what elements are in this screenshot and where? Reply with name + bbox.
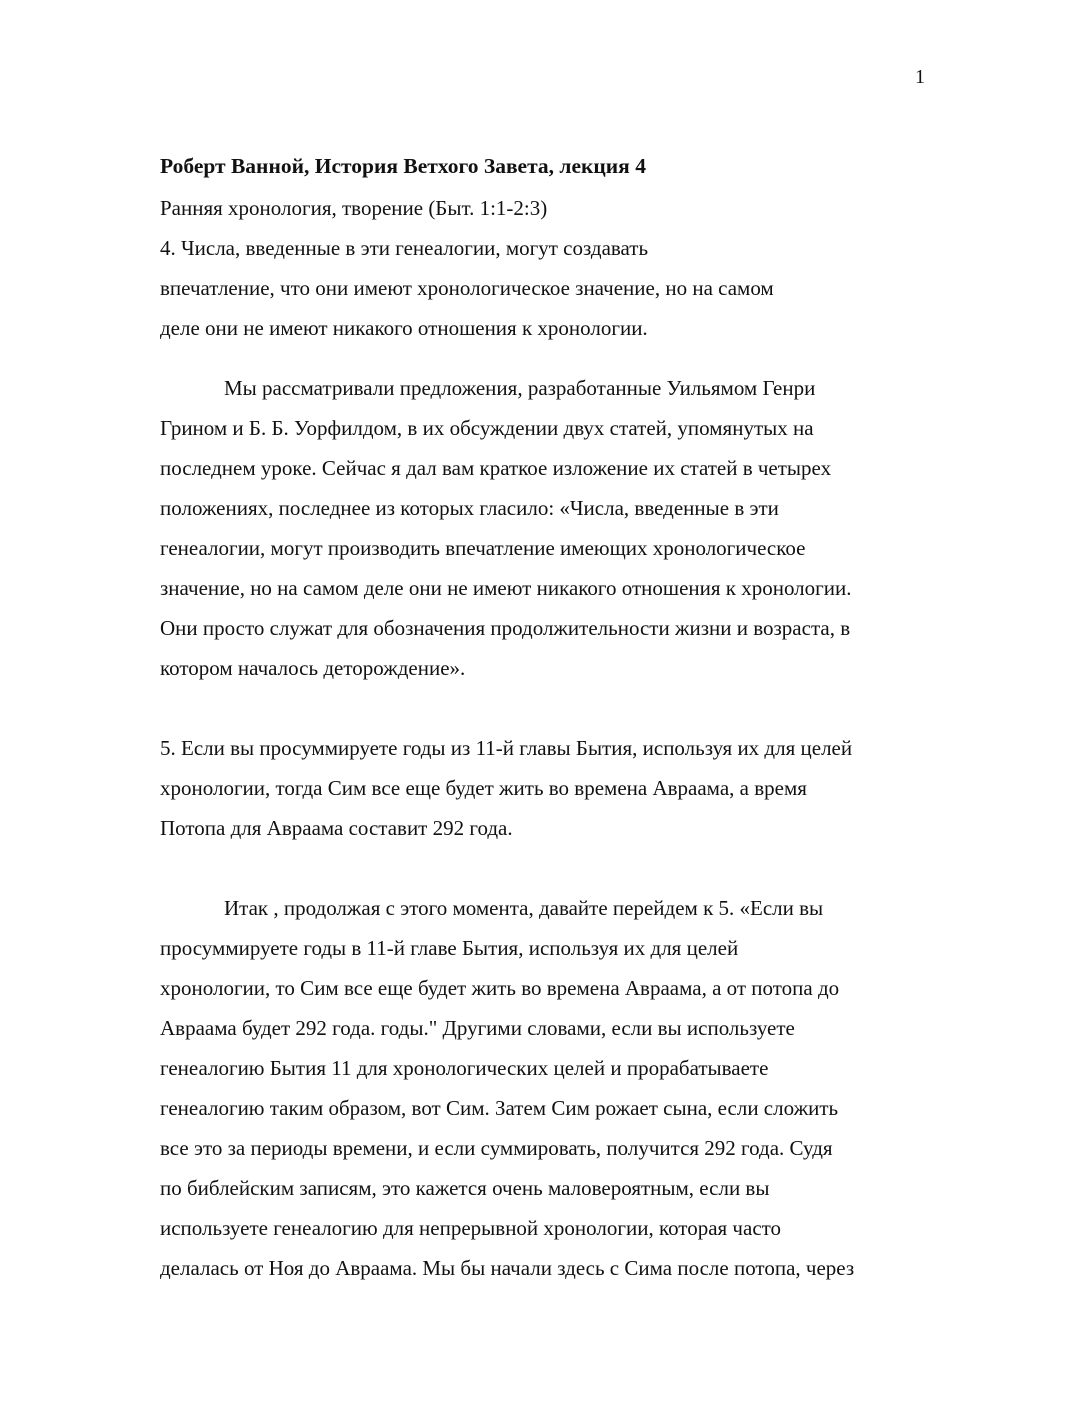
text-line: делалась от Ноя до Авраама. Мы бы начали здесь с Сима после потопа, через — [160, 1256, 855, 1280]
text-line: Они просто служат для обозначения продолжительности жизни и возраста, в — [160, 616, 851, 640]
text-line: хронологии, то Сим все еще будет жить во времена Авраама, а от потопа до — [160, 976, 840, 1000]
page-number: 1 — [915, 66, 925, 88]
text-line: деле они не имеют никакого отношения к хронологии. — [160, 316, 648, 340]
text-line: используете генеалогию для непрерывной хронологии, которая часто — [160, 1216, 782, 1240]
text-line: Итак , продолжая с этого момента, давайте перейдем к 5. «Если вы — [224, 896, 824, 920]
text-line: котором началось деторождение». — [160, 656, 466, 680]
text-line: хронологии, тогда Сим все еще будет жить во времена Авраама, а время — [160, 776, 807, 800]
text-line: 5. Если вы просуммируете годы из 11-й главы Бытия, используя их для целей — [160, 736, 853, 760]
text-line: по библейским записям, это кажется очень маловероятным, если вы — [160, 1176, 770, 1200]
text-line: последнем уроке. Сейчас я дал вам краткое изложение их статей в четырех — [160, 456, 832, 480]
document-subtitle: Ранняя хронология, творение (Быт. 1:1-2:3) — [160, 196, 548, 220]
text-line: все это за периоды времени, и если суммировать, получится 292 года. Судя — [160, 1136, 833, 1160]
text-line: Потопа для Авраама составит 292 года. — [160, 816, 513, 840]
text-line: Грином и Б. Б. Уорфилдом, в их обсуждении двух статей, упомянутых на — [160, 416, 814, 440]
document-title: Роберт Ванной, История Ветхого Завета, лекция 4 — [160, 154, 646, 178]
text-line: генеалогии, могут производить впечатление имеющих хронологическое — [160, 536, 806, 560]
text-line: значение, но на самом деле они не имеют никакого отношения к хронологии. — [160, 576, 852, 600]
text-line: просуммируете годы в 11-й главе Бытия, используя их для целей — [160, 936, 739, 960]
text-line: 4. Числа, введенные в эти генеалогии, могут создавать — [160, 236, 649, 260]
text-line: Мы рассматривали предложения, разработанные Уильямом Генри — [224, 376, 816, 400]
text-line: Авраама будет 292 года. годы." Другими словами, если вы используете — [160, 1016, 795, 1040]
text-line: генеалогию Бытия 11 для хронологических целей и прорабатываете — [160, 1056, 769, 1080]
text-line: положениях, последнее из которых гласило: «Числа, введенные в эти — [160, 496, 779, 520]
text-line: генеалогию таким образом, вот Сим. Затем Сим рожает сына, если сложить — [160, 1096, 839, 1120]
text-line: впечатление, что они имеют хронологическое значение, но на самом — [160, 276, 774, 300]
